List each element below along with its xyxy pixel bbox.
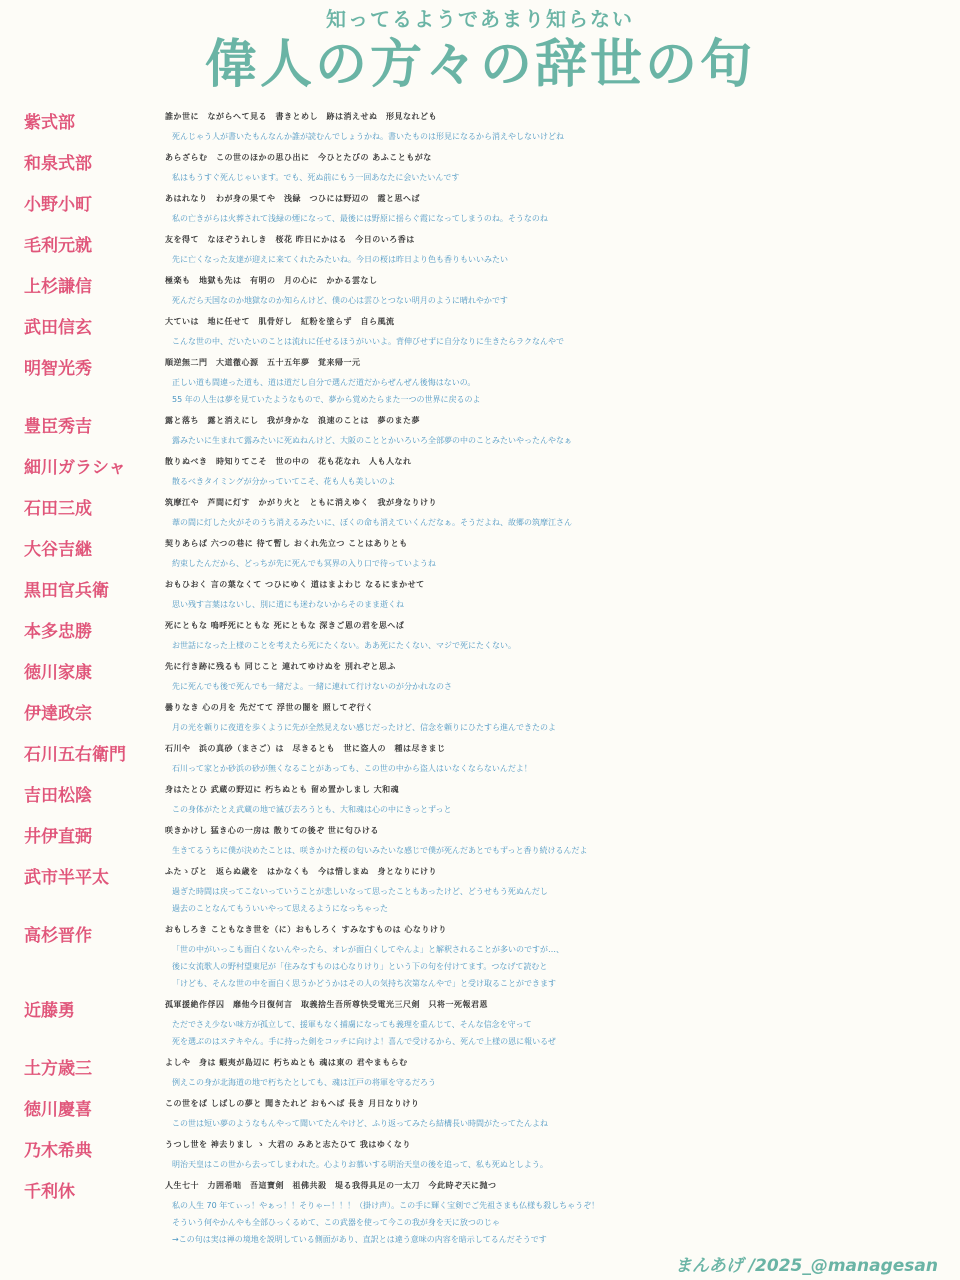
poem-entry	[0, 533, 960, 572]
entry-body	[165, 106, 960, 145]
author-name: 紫式部	[24, 113, 75, 133]
author-name: 乃木希典	[24, 1141, 92, 1161]
poem-translation: 「けども、そんな世の中を面白く思うかどうかはその人の気持ち次第なんやで」と受け取ることができます	[172, 979, 556, 988]
poem-translation: 死を選ぶのはステキやん。手に持った剣をコッチに向けよ！喜んで受けるから、死んで上様の恩に報いるぜ	[172, 1037, 556, 1046]
poem-entry	[0, 106, 960, 145]
death-poem: 露と落ち 露と消えにし 我が身かな 浪速のことは 夢のまた夢	[165, 416, 420, 425]
poem-translation: 後に女流歌人の野村望東尼が「住みなすものは心なりけり」という下の句を付けてます。つなげて読むと	[172, 962, 548, 971]
poem-list	[0, 106, 960, 1250]
author-name: 武田信玄	[24, 318, 92, 338]
poem-translation: 私の亡きがらは火葬されて浅緑の煙になって、最後には野原に揺らぐ霞になってしまうのね。そうなのね	[172, 214, 548, 223]
poem-translation: 月の光を頼りに夜道を歩くように先が全然見えない感じだったけど、信念を頼りにひたすら進んできたのよ	[172, 723, 556, 732]
entry-body	[165, 229, 960, 268]
poem-translation: 先に死んでも後で死んでも一緒だよ。一緒に連れて行けないのが分かれなのさ	[172, 682, 452, 691]
death-poem: 契りあらば 六つの巷に 待て暫し おくれ先立つ ことはありとも	[165, 539, 408, 548]
death-poem: おもしろき こともなき世を（に）おもしろく すみなすものは 心なりけり	[165, 925, 447, 934]
entry-body	[165, 656, 960, 695]
author-name: 和泉式部	[24, 154, 92, 174]
author-name: 石川五右衛門	[24, 745, 126, 765]
poem-translation: 先に亡くなった友達が迎えに来てくれたみたいね。今日の桜は昨日より色も香りもいいみたい	[172, 255, 508, 264]
death-poem: あらざらむ この世のほかの思ひ出に 今ひとたびの あふこともがな	[165, 153, 432, 162]
poem-entry	[0, 1052, 960, 1091]
poem-entry	[0, 410, 960, 449]
entry-body	[165, 270, 960, 309]
author-name: 土方歳三	[24, 1059, 92, 1079]
poem-entry	[0, 1134, 960, 1173]
poem-translation: 死んだら天国なのか地獄なのか知らんけど、僕の心は雲ひとつない明月のように晴れやかです	[172, 296, 508, 305]
death-poem: 曇りなき 心の月を 先だてて 浮世の闇を 照してぞ行く	[165, 703, 374, 712]
author-name: 武市半平太	[24, 868, 109, 888]
death-poem: この世をば しばしの夢と 聞きたれど おもへば 長き 月日なりけり	[165, 1099, 420, 1108]
death-poem: うつし世を 神去りまし ゝ 大君の みあと志たひて 我はゆくなり	[165, 1140, 411, 1149]
entry-body	[165, 410, 960, 449]
author-name: 近藤勇	[24, 1001, 75, 1021]
entry-body	[165, 533, 960, 572]
poem-translation: 過去のことなんてもういいやって思えるようになっちゃった	[172, 904, 388, 913]
entry-body	[165, 697, 960, 736]
entry-body	[165, 861, 960, 917]
poem-entry	[0, 738, 960, 777]
entry-body	[165, 451, 960, 490]
poem-translation: 思い残す言葉はないし、別に道にも迷わないからそのまま逝くね	[172, 600, 404, 609]
death-poem: あはれなり わが身の果てや 浅緑 つひには野辺の 霞と思へば	[165, 194, 420, 203]
entry-body	[165, 1093, 960, 1132]
poem-translation: お世話になった上様のことを考えたら死にたくない。ああ死にたくない、マジで死にたくない。	[172, 641, 516, 650]
poem-entry	[0, 615, 960, 654]
poem-entry	[0, 311, 960, 350]
death-poem: 友を得て なほぞうれしき 桜花 昨日にかはる 今日のいろ香は	[165, 235, 415, 244]
author-name: 吉田松陰	[24, 786, 92, 806]
poem-translation: 露みたいに生まれて露みたいに死ぬねんけど、大阪のこととかいろいろ全部夢の中のことみたいやったんやなぁ	[172, 436, 572, 445]
author-name: 大谷吉継	[24, 540, 92, 560]
poem-entry	[0, 147, 960, 186]
entry-body	[165, 147, 960, 186]
poem-entry	[0, 697, 960, 736]
death-poem: おもひおく 言の葉なくて つひにゆく 道はまよわじ なるにまかせて	[165, 580, 425, 589]
poem-entry	[0, 861, 960, 917]
poem-entry	[0, 188, 960, 227]
death-poem: 身はたとひ 武蔵の野辺に 朽ちぬとも 留め置かしまし 大和魂	[165, 785, 400, 794]
poem-translation: こんな世の中、だいたいのことは流れに任せるほうがいいよ。背伸びせずに自分なりに生きたらラクなんやで	[172, 337, 564, 346]
death-poem: 順逆無二門 大道徹心源 五十五年夢 覚来帰一元	[165, 358, 361, 367]
entry-body	[165, 311, 960, 350]
poem-translation: 私はもうすぐ死んじゃいます。でも、死ぬ前にもう一回あなたに会いたいんです	[172, 173, 460, 182]
poem-translation: 私の人生 70 年てぃっ！やぁっ！！そりゃー！！！（掛け声）。この手に輝く宝剣でご先祖さまも仏様も殺しちゃうぞ！	[172, 1201, 600, 1210]
author-name: 上杉謙信	[24, 277, 92, 297]
entry-body	[165, 1052, 960, 1091]
poem-entry	[0, 492, 960, 531]
death-poem: 石川や 浜の真砂（まさご）は 尽きるとも 世に盗人の 種は尽きまじ	[165, 744, 446, 753]
poem-translation: 約束したんだから、どっちが先に死んでも冥界の入り口で待っていようね	[172, 559, 436, 568]
credit-text: まんあげ /2025_@managesan	[674, 1256, 938, 1276]
entry-body	[165, 738, 960, 777]
author-name: 伊達政宗	[24, 704, 92, 724]
author-name: 本多忠勝	[24, 622, 92, 642]
author-name: 豊臣秀吉	[24, 417, 92, 437]
author-name: 石田三成	[24, 499, 92, 519]
entry-body	[165, 492, 960, 531]
death-poem: 死にともな 嗚呼死にともな 死にともな 深きご恩の君を思へば	[165, 621, 405, 630]
poem-translation: 例えこの身が北海道の地で朽ちたとしても、魂は江戸の将軍を守るだろう	[172, 1078, 436, 1087]
author-name: 黒田官兵衛	[24, 581, 109, 601]
poem-entry	[0, 574, 960, 613]
poem-translation: 「世の中がいっこも面白くないんやったら、オレが面白くしてやんよ」と解釈されることが多いのですが…、	[172, 945, 564, 954]
poem-entry	[0, 229, 960, 268]
entry-body	[165, 615, 960, 654]
header	[0, 0, 960, 98]
death-poem: ふたゝびと 返らぬ歳を はかなくも 今は惜しまぬ 身となりにけり	[165, 867, 437, 876]
poem-translation: ただでさえ少ない味方が孤立して、援軍もなく捕虜になっても義理を重んじて、そんな信念を守って	[172, 1020, 532, 1029]
death-poem: 筑摩江や 芦間に灯す かがり火と ともに消えゆく 我が身なりけり	[165, 498, 437, 507]
poem-translation: 死んじゃう人が書いたもんなんか誰が読むんでしょうかね。書いたものは形見になるから消えやしないけどね	[172, 132, 564, 141]
author-name: 明智光秀	[24, 359, 92, 379]
poem-translation: 散るべきタイミングが分かっていてこそ、花も人も美しいのよ	[172, 477, 396, 486]
author-name: 徳川慶喜	[24, 1100, 92, 1120]
death-poem: 人生七十 力囲希咄 吾這寶剣 祖佛共殺 堤る我得具足の一太刀 今此時ぞ天に抛つ	[165, 1181, 497, 1190]
poem-translation: 正しい道も間違った道も、道は道だし自分で選んだ道だからぜんぜん後悔はないの。	[172, 378, 476, 387]
author-name: 井伊直弼	[24, 827, 92, 847]
author-name: 千利休	[24, 1182, 75, 1202]
poem-entry	[0, 656, 960, 695]
author-name: 徳川家康	[24, 663, 92, 683]
death-poem: 大ていは 地に任せて 肌骨好し 紅粉を塗らず 自ら風流	[165, 317, 395, 326]
entry-body	[165, 779, 960, 818]
page-subtitle: 知ってるようであまり知らない	[326, 7, 634, 31]
death-poem: 極楽も 地獄も先は 有明の 月の心に かかる雲なし	[165, 276, 378, 285]
author-name: 毛利元就	[24, 236, 92, 256]
poem-entry	[0, 352, 960, 408]
entry-body	[165, 574, 960, 613]
poem-translation: 石川って家とか砂浜の砂が無くなることがあっても、この世の中から盗人はいなくならないんだよ！	[172, 764, 532, 773]
entry-body	[165, 1175, 960, 1248]
poem-translation: 明治天皇はこの世から去ってしまわれた。心よりお慕いする明治天皇の後を追って、私も死ぬとしよう。	[172, 1160, 548, 1169]
poem-translation: 葦の間に灯した火がそのうち消えるみたいに、ぼくの命も消えていくんだなぁ。そうだよね、故郷の筑摩江さん	[172, 518, 572, 527]
page-title: 偉人の方々の辞世の句	[204, 35, 755, 95]
author-name: 細川ガラシャ	[24, 458, 126, 478]
poem-entry	[0, 994, 960, 1050]
author-name: 高杉晋作	[24, 926, 92, 946]
poem-entry	[0, 779, 960, 818]
death-poem: 先に行き跡に残るも 同じこと 連れてゆけぬを 別れぞと思ふ	[165, 662, 396, 671]
death-poem: 孤軍援絶作俘囚 靡他今日復何言 取義捨生吾所尊快受電光三尺剣 只将一死報君恩	[165, 1000, 488, 1009]
poem-entry	[0, 1093, 960, 1132]
death-poem: 誰か世に ながらへて見る 書きとめし 跡は消えせぬ 形見なれども	[165, 112, 437, 121]
poem-translation: そういう何やかんやも全部ひっくるめて、この武器を使って今この我が身を天に放つのじゃ	[172, 1218, 500, 1227]
poem-entry	[0, 820, 960, 859]
poem-entry	[0, 1175, 960, 1248]
poem-translation: この身体がたとえ武蔵の地で滅び去ろうとも、大和魂は心の中にきっとずっと	[172, 805, 452, 814]
entry-body	[165, 820, 960, 859]
entry-body	[165, 352, 960, 408]
death-poem: よしや 身は 蝦夷が島辺に 朽ちぬとも 魂は東の 君やまもらむ	[165, 1058, 408, 1067]
entry-body	[165, 919, 960, 992]
poem-translation: 過ぎた時間は戻ってこないっていうことが悲しいなって思ったこともあったけど、どうせもう死ぬんだし	[172, 887, 548, 896]
death-poem: 咲きかけし 猛き心の一房は 散りての後ぞ 世に匂ひける	[165, 826, 379, 835]
poem-entry	[0, 919, 960, 992]
author-name: 小野小町	[24, 195, 92, 215]
poem-translation: この世は短い夢のようなもんやって聞いてたんやけど、ふり返ってみたら結構長い時間がたってたんよね	[172, 1119, 548, 1128]
poem-translation: 生きてるうちに僕が決めたことは、咲きかけた桜の匂いみたいな感じで僕が死んだあとでもずっと香り続けるんだよ	[172, 846, 588, 855]
entry-body	[165, 1134, 960, 1173]
entry-body	[165, 188, 960, 227]
poem-entry	[0, 270, 960, 309]
poem-translation: 55 年の人生は夢を見ていたようなもので、夢から覚めたらまた一つの世界に戻るのよ	[172, 395, 481, 404]
death-poem: 散りぬべき 時知りてこそ 世の中の 花も花なれ 人も人なれ	[165, 457, 412, 466]
poem-translation: →この句は実は禅の境地を説明している側面があり、直訳とは違う意味の内容を暗示してるんだそうです	[172, 1235, 547, 1244]
entry-body	[165, 994, 960, 1050]
poem-entry	[0, 451, 960, 490]
